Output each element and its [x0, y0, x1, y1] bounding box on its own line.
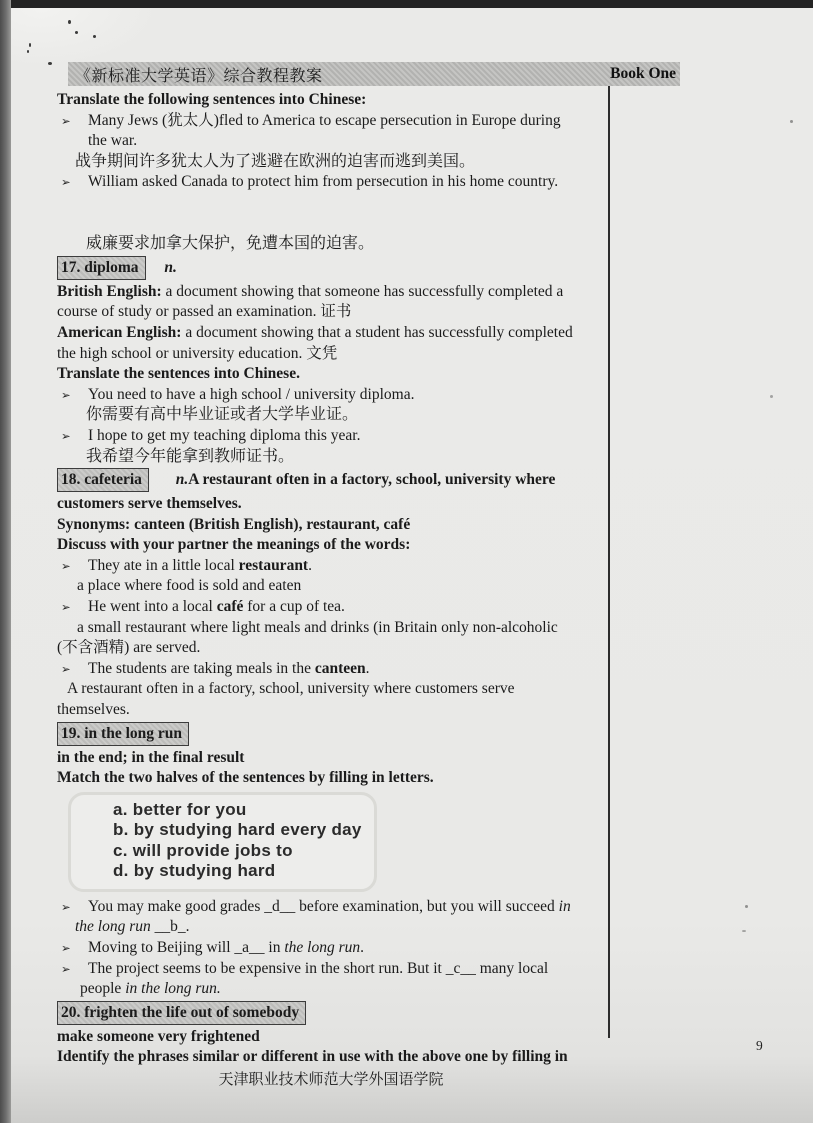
definition-line	[57, 323, 605, 344]
bullet-line	[57, 659, 605, 680]
label: American English:	[57, 323, 182, 341]
scan-speckle	[770, 395, 773, 398]
vocab-entry-18	[57, 468, 605, 493]
part-of-speech: n.	[175, 471, 189, 489]
sentence-text: people	[80, 980, 126, 998]
definition-line: in the end; in the final result	[57, 748, 245, 766]
vocab-entry-20	[57, 1001, 605, 1026]
chinese-translation: 我希望今年能拿到教师证书。	[86, 447, 295, 465]
answer-options-box	[68, 792, 377, 892]
scan-edge-left	[0, 0, 11, 1123]
keyword: café	[216, 598, 244, 616]
definition-line: the high school or university education. 文凭	[57, 344, 338, 362]
header-bar	[68, 62, 680, 86]
definition-line: a small restaurant where light meals and drinks (in Britain only non-alcoholic	[77, 618, 558, 636]
arrow-bullet-icon: ➢	[61, 899, 71, 914]
sentence-text: I hope to get my teaching diploma this year.	[88, 426, 361, 444]
vocab-entry-17	[57, 256, 605, 281]
section-heading: Translate the following sentences into Chinese:	[57, 91, 367, 108]
synonyms-line: Synonyms: canteen (British English), restaurant, café	[57, 515, 411, 533]
sentence-text: Moving to Beijing will _a__ in	[88, 939, 285, 956]
scan-speckle	[742, 930, 746, 932]
sentence-text: .	[360, 939, 364, 956]
sentence-text: You may make good grades _d__ before examination, but you will succeed	[88, 897, 559, 915]
arrow-bullet-icon: ➢	[61, 113, 71, 128]
italic-phrase: the long run	[75, 918, 151, 936]
sentence-text: .	[365, 659, 370, 677]
footer-school-name: 天津职业技术师范大学外国语学院	[218, 1071, 444, 1088]
option-c: c. will provide jobs to	[113, 840, 293, 860]
page-title: 《新标准大学英语》综合教程教案	[75, 67, 323, 85]
scan-speckle	[745, 905, 748, 908]
scan-speckle	[29, 43, 31, 47]
bullet-line	[57, 959, 605, 980]
definition-line: course of study or passed an examination. 证书	[57, 303, 352, 321]
term-box: 20. frighten the life out of somebody	[57, 1001, 306, 1025]
term-box: 17. diploma	[57, 256, 146, 280]
sentence-text: The students are taking meals in the	[88, 659, 315, 677]
arrow-bullet-icon: ➢	[61, 558, 71, 573]
sentence-text: He went into a local	[88, 598, 217, 616]
definition-text: A restaurant often in a factory, school, university where	[188, 471, 556, 489]
arrow-bullet-icon: ➢	[61, 428, 71, 443]
sentence-text: for a cup of tea.	[243, 598, 345, 616]
arrow-bullet-icon: ➢	[61, 600, 71, 615]
bullet-line	[57, 597, 605, 618]
scan-speckle	[27, 50, 29, 53]
page-number: 9	[756, 1038, 763, 1053]
italic-phrase: the long run	[284, 939, 361, 956]
arrow-bullet-icon: ➢	[61, 661, 71, 676]
blank-line	[57, 193, 605, 214]
bullet-line	[57, 556, 605, 577]
sentence-text: They ate in a little local	[88, 556, 239, 574]
text-line	[57, 917, 605, 938]
label: British English:	[57, 282, 162, 300]
keyword: canteen	[314, 659, 366, 677]
bullet-line	[57, 385, 605, 406]
term-box: 19. in the long run	[57, 722, 189, 746]
scan-speckle	[93, 35, 96, 38]
scan-corner-highlight	[11, 8, 161, 68]
keyword: restaurant	[238, 556, 309, 574]
column-divider-rule	[608, 86, 610, 1038]
bullet-line	[57, 172, 605, 193]
vocab-entry-19	[57, 722, 605, 747]
definition-text: a document showing that someone has successfully completed a	[161, 282, 564, 300]
option-d: d. by studying hard	[113, 861, 276, 881]
definition-line: make someone very frightened	[57, 1027, 260, 1045]
sentence-text: .	[308, 556, 312, 574]
sentence-text: You need to have a high school / university diploma.	[88, 385, 415, 403]
chinese-translation: 你需要有高中毕业证或者大学毕业证。	[86, 406, 359, 424]
definition-line: customers serve themselves.	[57, 495, 242, 513]
book-label: Book One	[610, 65, 676, 82]
text-line	[57, 979, 605, 1000]
bullet-line	[57, 426, 605, 447]
definition-line	[57, 282, 605, 303]
section-heading: Discuss with your partner the meanings of the words:	[57, 536, 411, 554]
scan-speckle	[48, 62, 52, 65]
blank-line	[57, 214, 605, 235]
scan-speckle	[68, 20, 71, 24]
section-heading: Match the two halves of the sentences by filling in letters.	[57, 769, 434, 787]
arrow-bullet-icon: ➢	[61, 941, 71, 955]
term-box: 18. cafeteria	[57, 468, 149, 492]
definition-line: (不含酒精) are served.	[57, 639, 201, 657]
document-body	[57, 90, 605, 1089]
section-heading: Translate the sentences into Chinese.	[57, 365, 300, 383]
option-a: a. better for you	[113, 799, 247, 819]
arrow-bullet-icon: ➢	[61, 387, 71, 402]
chinese-translation: 威廉要求加拿大保护，免遭本国的迫害。	[86, 235, 375, 253]
italic-phrase: in the long run.	[125, 980, 221, 998]
arrow-bullet-icon: ➢	[61, 175, 71, 190]
scan-speckle	[75, 31, 78, 34]
bullet-line	[57, 897, 605, 918]
italic-phrase: in	[558, 897, 571, 915]
text-line	[57, 131, 605, 152]
definition-line: themselves.	[57, 701, 130, 719]
bullet-line	[57, 938, 605, 959]
definition-line: a place where food is sold and eaten	[77, 577, 302, 595]
bullet-line	[57, 111, 605, 132]
sentence-text: William asked Canada to protect him from persecution in his home country.	[88, 173, 559, 191]
section-heading: Identify the phrases similar or different in use with the above one by filling in	[57, 1048, 568, 1066]
scan-edge-top	[0, 0, 813, 8]
option-b: b. by studying hard every day	[113, 820, 362, 840]
chinese-translation: 战争期间许多犹太人为了逃避在欧洲的迫害而逃到美国。	[75, 152, 476, 170]
definition-line: A restaurant often in a factory, school, university where customers serve	[67, 680, 515, 698]
sentence-text: The project seems to be expensive in the short run. But it _c__ many local	[88, 959, 549, 977]
sentence-text: Many Jews (犹太人)fled to America to escape persecution in Europe during	[88, 111, 561, 129]
sentence-text: __b_.	[150, 918, 190, 936]
arrow-bullet-icon: ➢	[61, 961, 71, 976]
scan-speckle	[790, 120, 793, 123]
sentence-text: the war.	[88, 132, 138, 150]
definition-text: a document showing that a student has successfully completed	[181, 323, 573, 341]
part-of-speech: n.	[164, 258, 177, 276]
